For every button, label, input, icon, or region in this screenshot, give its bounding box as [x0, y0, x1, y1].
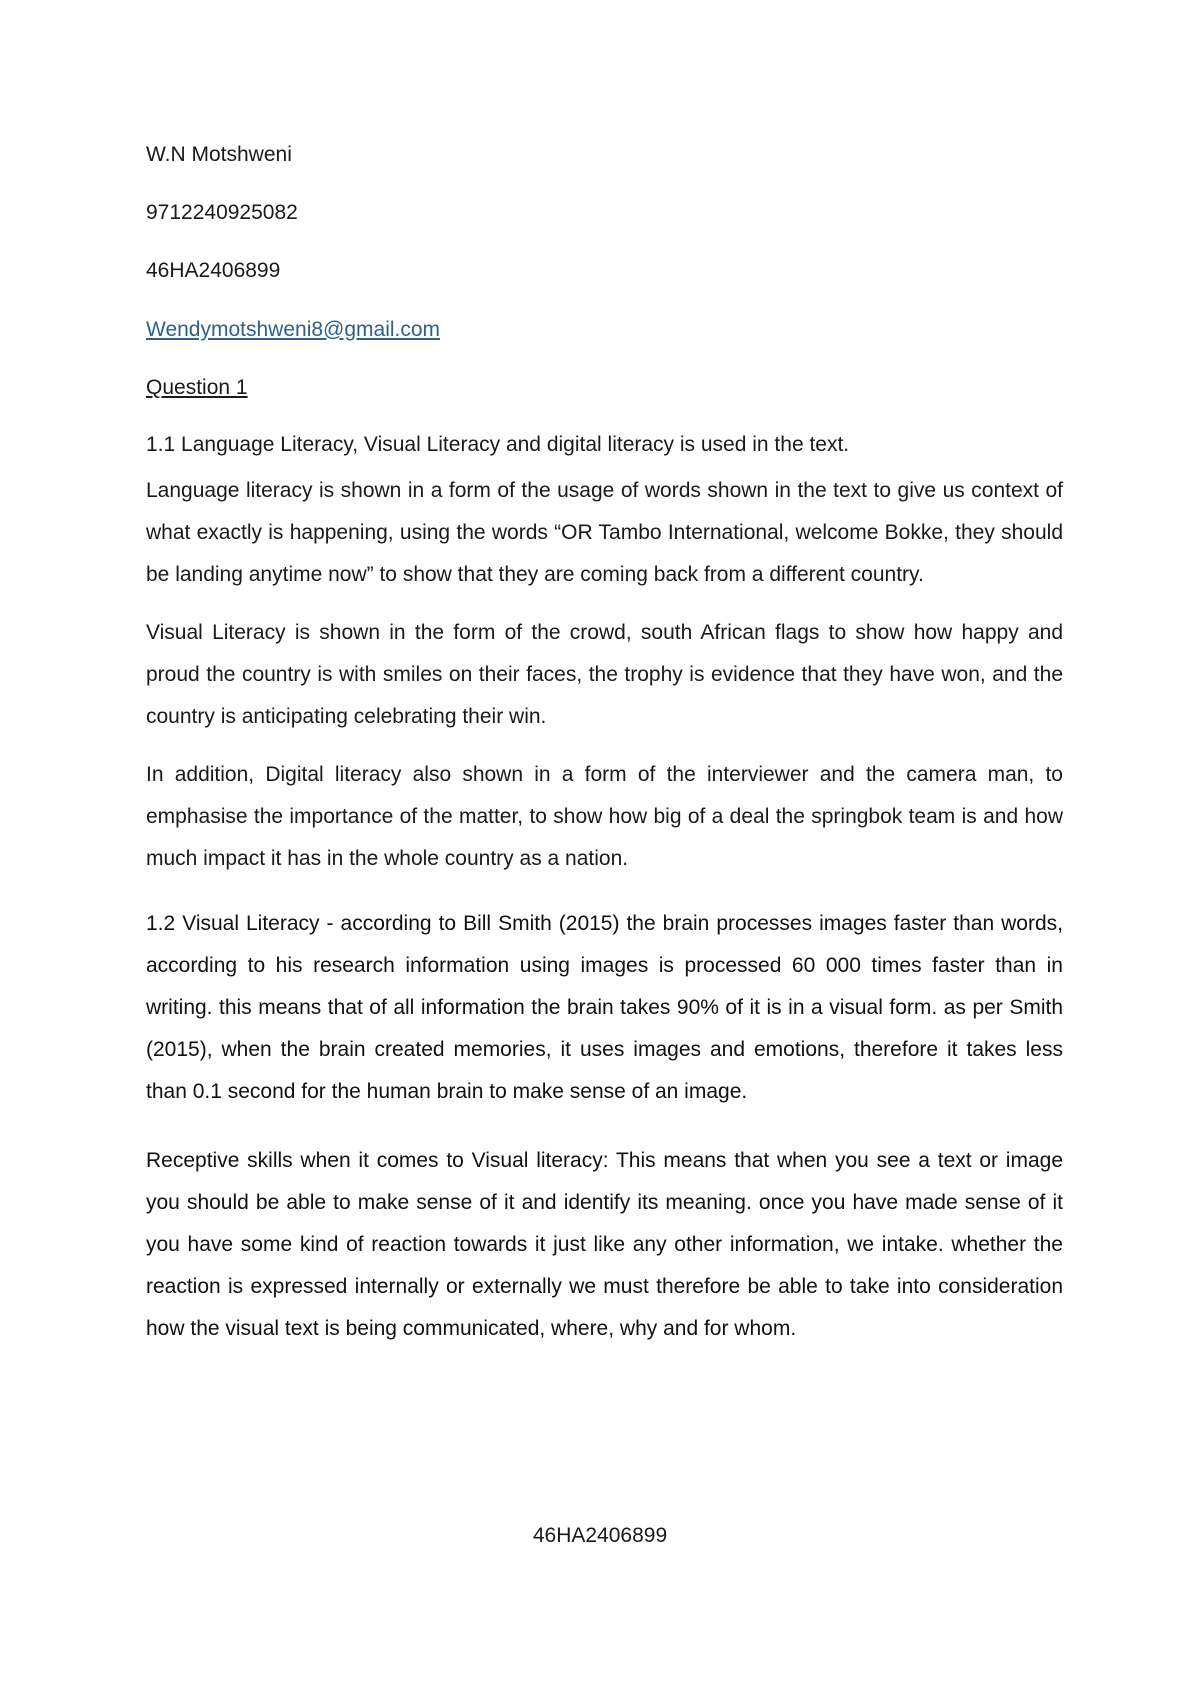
question-title: Question 1 [146, 375, 248, 399]
author-name: W.N Motshweni [146, 143, 292, 166]
id-number: 9712240925082 [146, 201, 298, 225]
paragraph-digital-literacy: In addition, Digital literacy also shown in a form of the interviewer and the camera man, to emphasise the importance of the matter, to show how big of a deal the springbok team is and how much impact it has in the whole country as a nation. [146, 763, 1063, 871]
paragraph-receptive-skills: Receptive skills when it comes to Visual literacy: This means that when you see a text or image you should be able to make sense of it and identify its meaning. once you have made sense of it you have some kind of reaction towards it just like any other information, we intake. whether the reaction is expressed internally or externally we must therefore be able to take into consideration how the visual text is being communicated, where, why and for whom. [146, 1149, 1063, 1341]
student-number: 46HA2406899 [146, 259, 281, 283]
paragraph-language-literacy: Language literacy is shown in a form of the usage of words shown in the text to give us context of what exactly is happening, using the words “OR Tambo International, welcome Bokke, they should be landing anytime now” to show that they are coming back from a different country. [146, 479, 1063, 587]
paragraph-section-1-2: 1.2 Visual Literacy - according to Bill Smith (2015) the brain processes images faster than words, according to his research information using images is processed 60 000 times faster than in writing. this means that of all information the brain takes 90% of it is in a visual form. as per Smith (2015), when the brain created memories, it uses images and emotions, therefore it takes less than 0.1 second for the human brain to make sense of an image. [146, 912, 1063, 1104]
paragraph-visual-literacy: Visual Literacy is shown in the form of the crowd, south African flags to show how happy and proud the country is with smiles on their faces, the trophy is evidence that they have won, and the country is anticipating celebrating their win. [146, 621, 1063, 729]
email-link[interactable]: Wendymotshweni8@gmail.com [146, 317, 441, 341]
page-footer: 46HA2406899 [532, 1524, 668, 1547]
question-intro: 1.1 Language Literacy, Visual Literacy and digital literacy is used in the text. [146, 432, 850, 456]
document-page [146, 142, 1063, 1350]
